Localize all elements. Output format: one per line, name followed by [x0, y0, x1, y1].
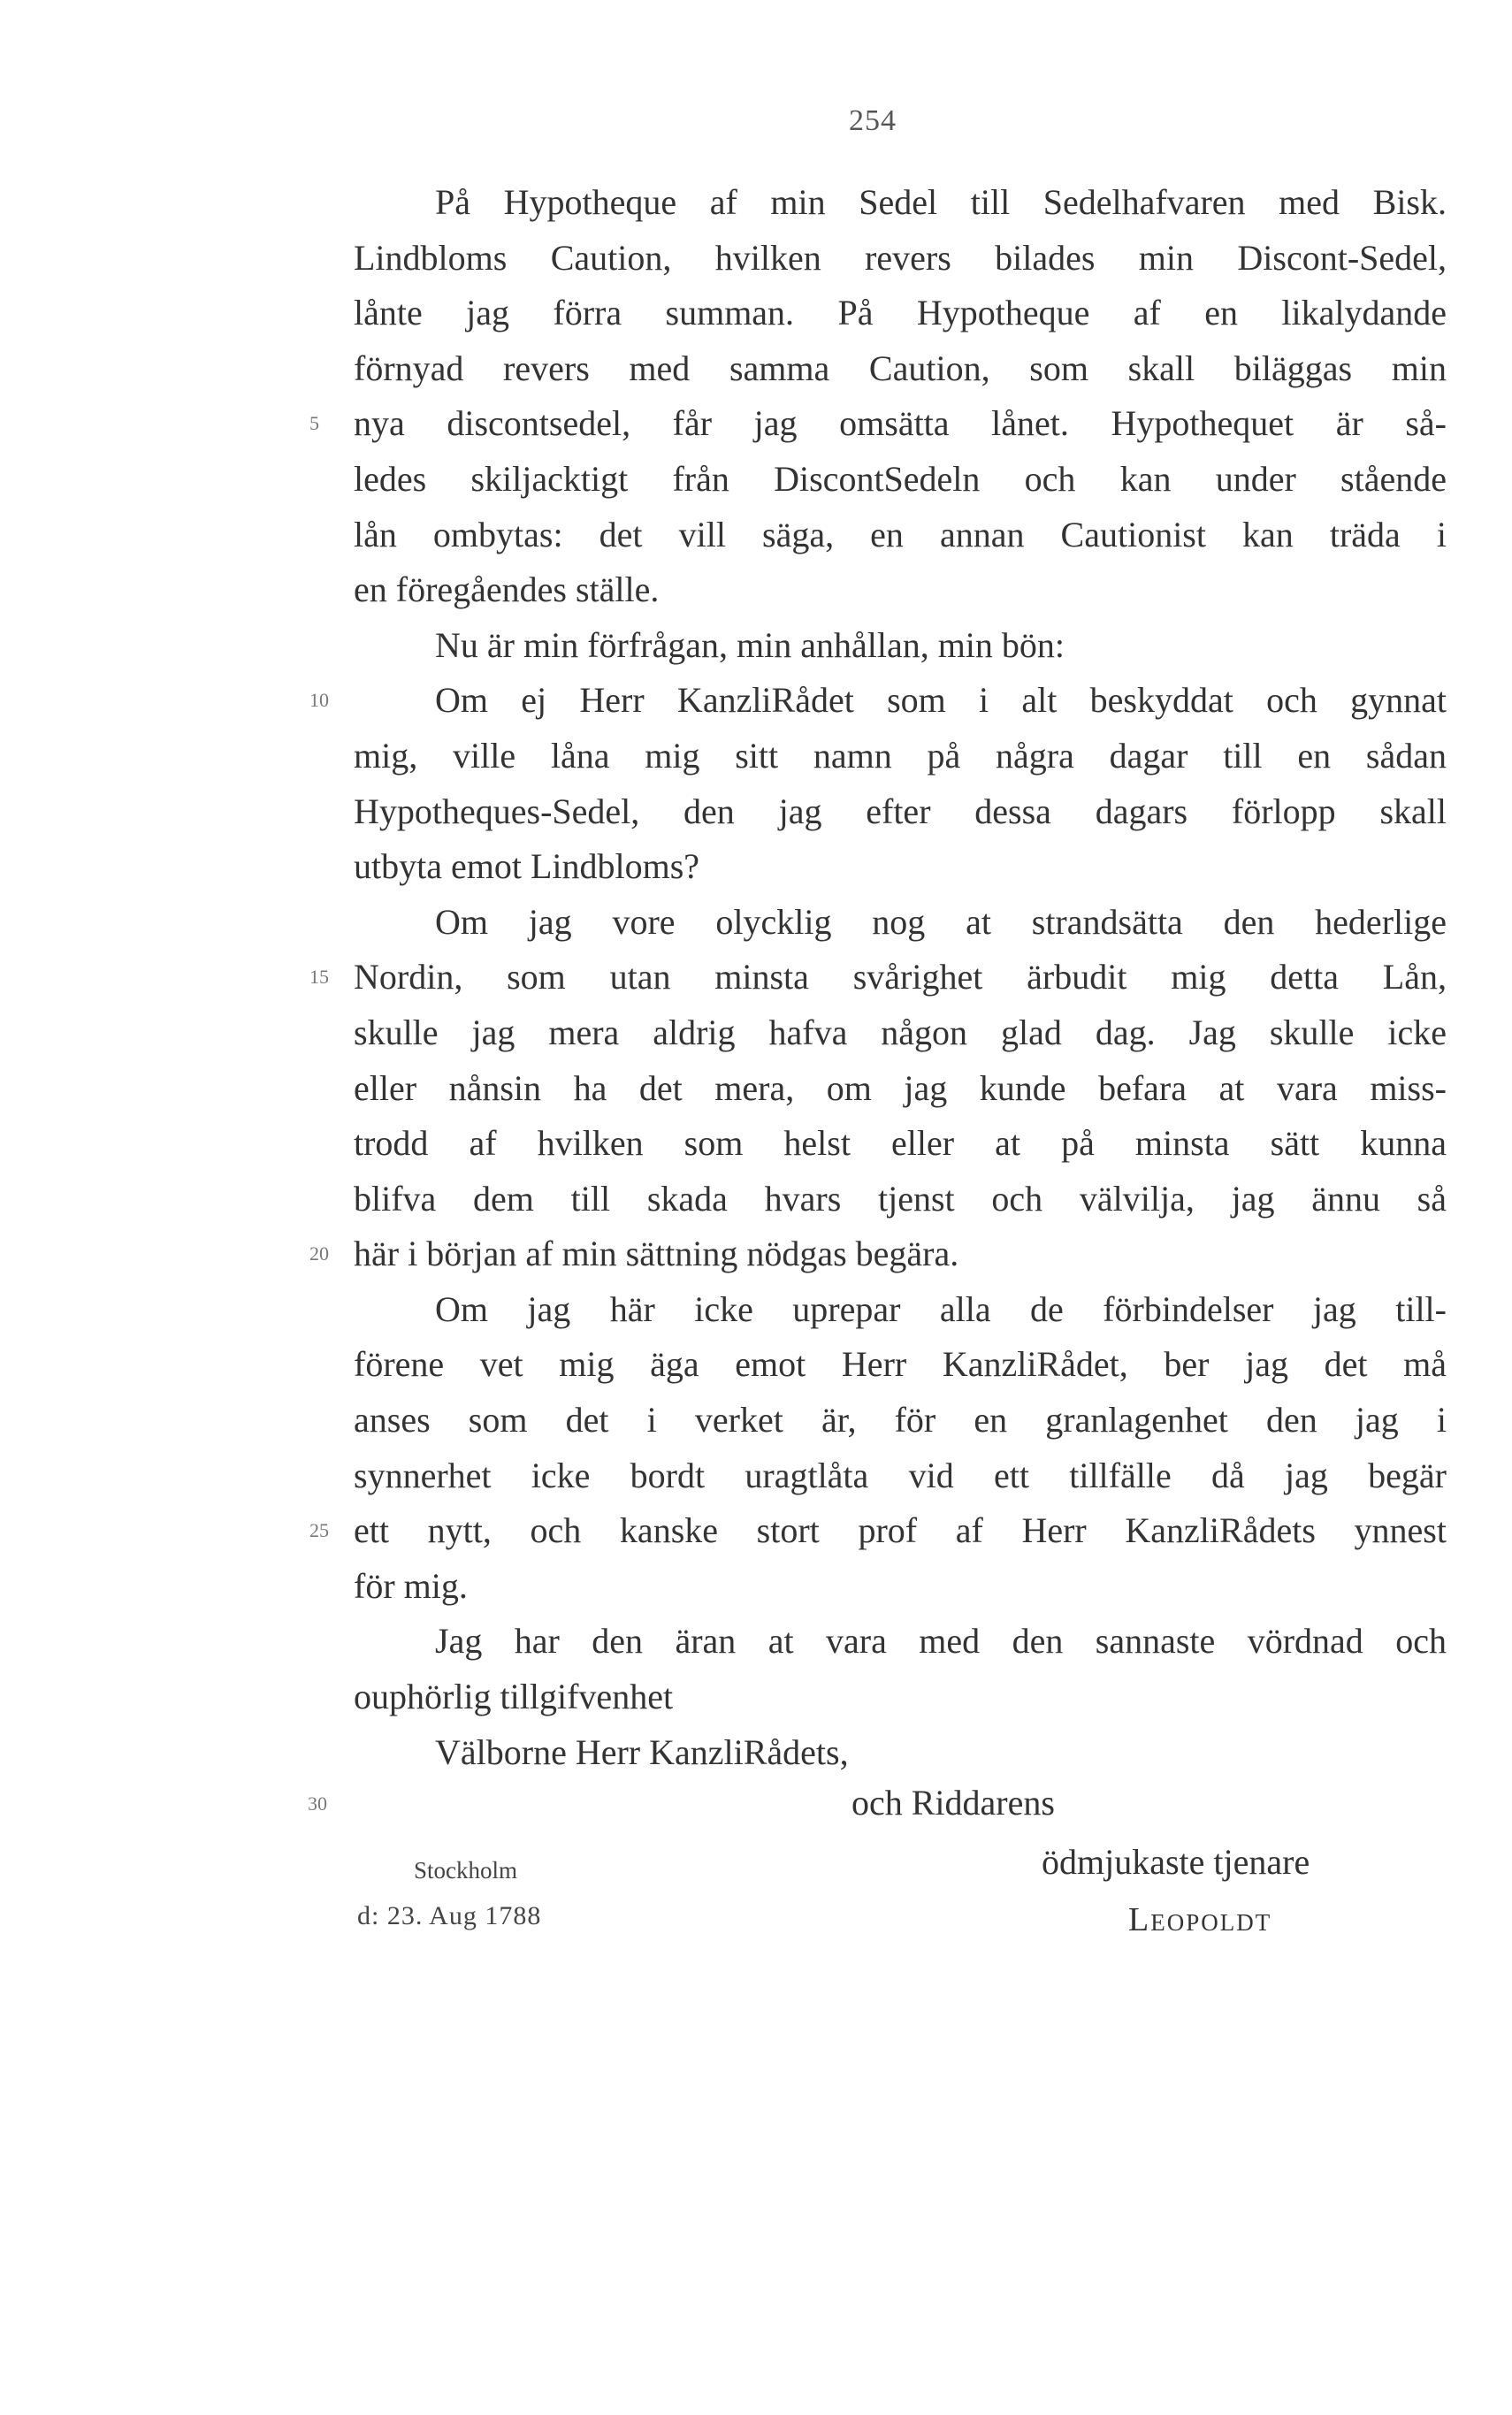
closing-servant: ödmjukaste tjenare [1042, 1842, 1310, 1882]
line-text: skulle jag mera aldrig hafva någon glad dag. Jag skulle icke [354, 1012, 1447, 1052]
line-text: ledes skiljacktigt från DiscontSedeln och kan under stående [354, 458, 1447, 499]
line-number: 10 [309, 689, 329, 712]
text-line [354, 1725, 1447, 1781]
text-line [309, 1227, 1447, 1282]
text-line [354, 729, 1447, 784]
line-text: mig, ville låna mig sitt namn på några dagar till en sådan [354, 735, 1447, 776]
line-text: Hypotheques-Sedel, den jag efter dessa dagars förlopp skall [354, 791, 1447, 831]
letter-date: d: 23. Aug 1788 [357, 1901, 542, 1930]
text-line [354, 784, 1447, 840]
line-text: ouphörlig tillgifvenhet [354, 1677, 674, 1717]
text-line [354, 1172, 1447, 1227]
line-text: förene vet mig äga emot Herr KanzliRådet, ber jag det må [354, 1344, 1447, 1385]
line-text: ett nytt, och kanske stort prof af Herr KanzliRådets ynnest [354, 1510, 1447, 1551]
line-number: 5 [309, 412, 319, 435]
text-line [354, 1448, 1447, 1504]
text-line [354, 1670, 1447, 1725]
text-line [354, 618, 1447, 674]
line-text: Om ej Herr KanzliRådet som i alt beskyddat och gynnat [435, 680, 1447, 721]
text-line [354, 562, 1447, 618]
text-line [309, 396, 1447, 452]
text-line [354, 1116, 1447, 1172]
line-text: synnerhet icke bordt uragtlåta vid ett tillfälle då jag begär [354, 1455, 1447, 1495]
text-line [354, 508, 1447, 563]
text-line [309, 950, 1447, 1005]
line-text: Nordin, som utan minsta svårighet ärbudit mig detta Lån, [354, 957, 1447, 997]
text-line [354, 1559, 1447, 1615]
text-line [354, 1393, 1447, 1448]
line-text: Nu är min förfrågan, min anhållan, min bön: [435, 624, 1065, 665]
line-text: för mig. [354, 1565, 468, 1606]
letter-body [309, 175, 1447, 1780]
line-text: utbyta emot Lindbloms? [354, 846, 700, 887]
text-line [354, 1337, 1447, 1393]
line-number: 15 [309, 966, 329, 989]
text-line [309, 673, 1447, 729]
signature: Leopoldt [1128, 1901, 1272, 1938]
line-text: nya discontsedel, får jag omsätta lånet. Hypothequet är så- [354, 403, 1447, 444]
line-text: anses som det i verket är, för en granlagenhet den jag i [354, 1400, 1447, 1441]
line-text: en föregåendes ställe. [354, 569, 660, 610]
text-line [354, 895, 1447, 951]
line-text: trodd af hvilken som helst eller at på minsta sätt kunna [354, 1123, 1447, 1164]
text-line [354, 452, 1447, 508]
line-text: Om jag vore olycklig nog at strandsätta den hederlige [435, 901, 1447, 942]
text-line [354, 1061, 1447, 1117]
page-number: 254 [849, 104, 897, 137]
text-line [354, 231, 1447, 287]
line-text: förnyad revers med samma Caution, som skall biläggas min [354, 348, 1447, 388]
line-text: Välborne Herr KanzliRådets, [435, 1731, 849, 1772]
text-line [354, 1005, 1447, 1061]
line-text: På Hypotheque af min Sedel till Sedelhafvaren med Bisk. [435, 182, 1447, 222]
place-name: Stockholm [414, 1857, 518, 1884]
text-line [354, 341, 1447, 397]
line-text: här i början af min sättning nödgas begära. [354, 1234, 959, 1274]
line-text: Lindbloms Caution, hvilken revers bilades min Discont-Sedel, [354, 237, 1447, 278]
closing-riddarens: och Riddarens [851, 1783, 1055, 1823]
line-text: lån ombytas: det vill säga, en annan Cautionist kan träda i [354, 514, 1447, 554]
line-text: eller nånsin ha det mera, om jag kunde befara at vara miss- [354, 1067, 1447, 1108]
text-line [354, 839, 1447, 895]
line-text: Jag har den äran at vara med den sannaste vördnad och [435, 1621, 1447, 1662]
line-text: Om jag här icke uprepar alla de förbindelser jag till- [435, 1288, 1447, 1329]
text-line [354, 1614, 1447, 1670]
text-line [354, 1282, 1447, 1338]
line-number-30: 30 [308, 1792, 327, 1815]
line-text: blifva dem till skada hvars tjenst och välvilja, jag ännu så [354, 1178, 1447, 1219]
line-number: 20 [309, 1242, 329, 1265]
text-line [354, 286, 1447, 341]
line-text: lånte jag förra summan. På Hypotheque af en likalydande [354, 293, 1447, 333]
text-line [309, 1503, 1447, 1559]
text-line [354, 175, 1447, 231]
line-number: 25 [309, 1519, 329, 1542]
